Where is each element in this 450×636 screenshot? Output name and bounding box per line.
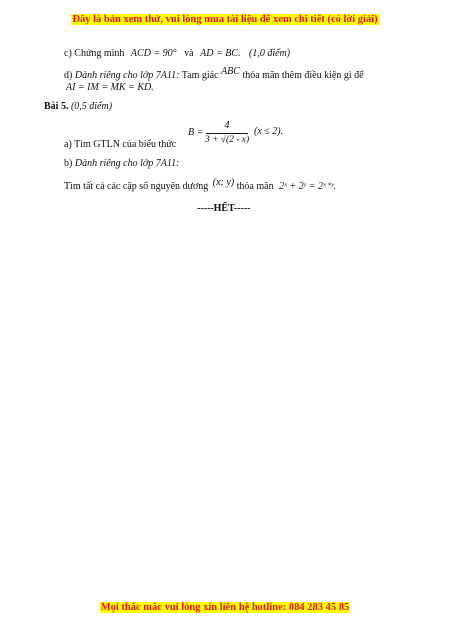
question-d-text2: thỏa mãn thêm điều kiện gì để — [242, 70, 364, 81]
exponent-equation: 2ˣ + 2ʸ = 2ˣ⁺ʸ. — [279, 181, 337, 192]
problem-5-points: (0,5 điểm) — [70, 101, 113, 112]
preview-banner — [0, 14, 450, 25]
expression-b-condition: (x ≤ 2). — [254, 126, 284, 137]
question-c-points: (1,0 điểm) — [248, 48, 291, 59]
question-d-class-note: Dành riêng cho lớp 7A11: — [74, 70, 180, 81]
triangle-abc: ABC — [221, 66, 240, 77]
question-d — [64, 66, 364, 81]
conjunction-and: và — [184, 48, 194, 59]
end-marker: -----HẾT----- — [197, 203, 251, 214]
ad-bc-expression: AD = BC. — [200, 48, 241, 59]
preview-banner-text: Đây là bản xem thử, vui lòng mua tài liệu để xem chi tiết (có lời giải) — [72, 14, 378, 25]
question-d-label: d) — [64, 70, 73, 81]
fraction-numerator: 4 — [224, 120, 230, 131]
question-b-class-note: Dành riêng cho lớp 7A11: — [74, 158, 180, 169]
contact-banner-text: Mọi thắc mắc vui lòng xin liên hệ hotline: 084 283 45 85 — [100, 602, 350, 613]
problem-5-title: Bài 5. — [44, 101, 69, 112]
satisfy-text: thỏa mãn — [236, 181, 274, 192]
question-a: a) Tìm GTLN của biểu thức — [64, 139, 177, 150]
question-b-label: b) — [64, 158, 73, 169]
question-b-text — [64, 177, 337, 192]
contact-banner — [0, 602, 450, 613]
question-c-label: c) Chứng minh — [64, 48, 125, 59]
question-d-condition: AI = IM = MK = KD. — [66, 82, 154, 93]
question-c — [64, 48, 290, 59]
expression-b-left: B = — [188, 127, 204, 138]
question-b — [64, 158, 179, 169]
fraction-bar — [206, 133, 248, 134]
pair-xy: (x; y) — [212, 177, 235, 188]
question-d-text: Tam giác — [181, 70, 219, 81]
problem-5-heading — [44, 101, 112, 112]
angle-acd-expression: ACD = 90° — [130, 48, 177, 59]
fraction-denominator: 3 + √(2 - x) — [204, 135, 250, 145]
find-pairs-text: Tìm tất cả các cặp số nguyên dương — [64, 181, 209, 192]
